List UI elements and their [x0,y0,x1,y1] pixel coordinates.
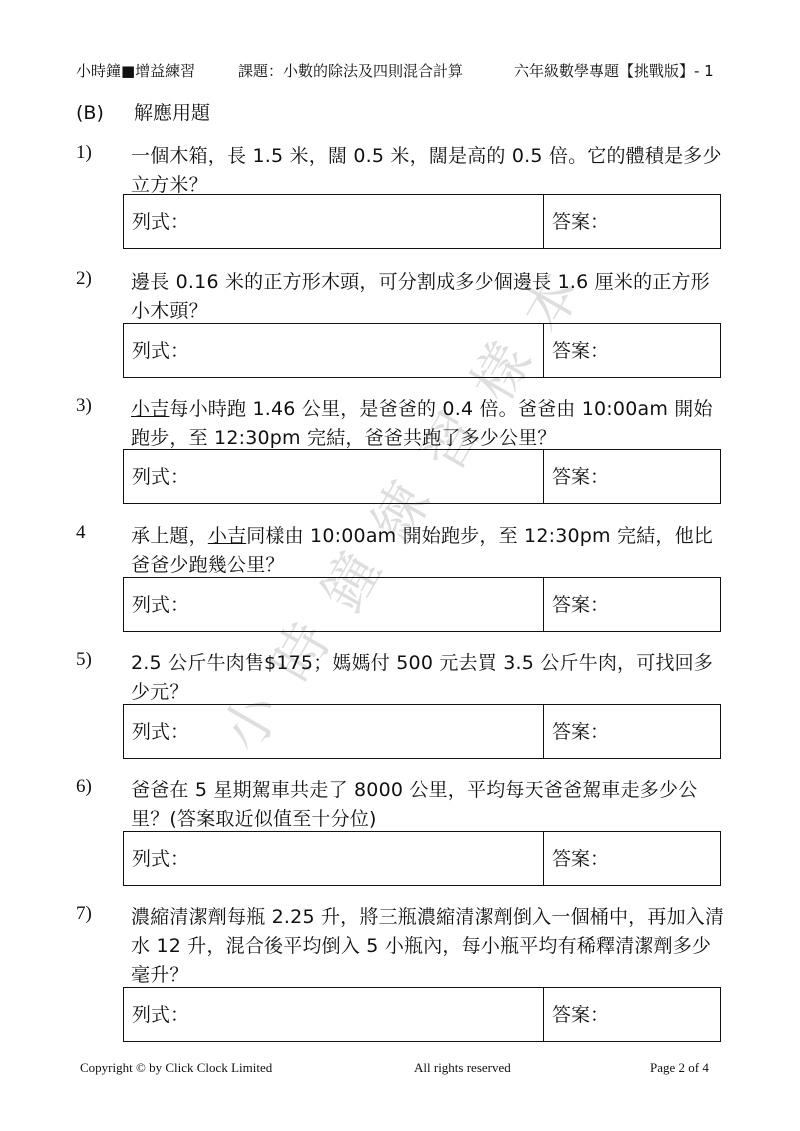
answer-area[interactable] [544,450,722,503]
section-label: (B) [76,102,104,124]
watermark-char: 小 [209,681,295,763]
answer-label: 答案： [552,848,610,870]
answer-box [123,323,721,378]
working-label: 列式： [132,466,190,488]
question-number: 3) [76,395,92,416]
question-text [131,649,726,707]
working-label: 列式： [132,340,190,362]
header-topic: 課題：小數的除法及四則混合計算 [238,62,464,80]
answer-box [123,831,721,886]
question-text-body: 濃縮清潔劑每瓶 2.25 升，將三瓶濃縮清潔劑倒入一個桶中，再加入清水 12 升，混合後平均倒入 5 小瓶內，每小瓶平均有稀釋清潔劑多少毫升？ [131,906,725,986]
working-area[interactable] [124,450,544,503]
watermark-char: 練 [359,471,445,553]
question-text-prefix: 承上題， [131,525,208,547]
footer-rights: All rights reserved [414,1060,511,1075]
answer-box [123,449,721,504]
question-text [131,395,726,453]
question-number: 2) [76,268,92,289]
answer-label: 答案： [552,211,610,233]
answer-box [123,194,721,249]
section-title: 解應用題 [134,102,211,124]
answer-label: 答案： [552,1004,610,1026]
working-area[interactable] [124,705,544,758]
watermark-char: 鐘 [309,541,395,623]
question-text [131,776,726,834]
answer-label: 答案： [552,466,610,488]
question-text [131,903,726,990]
question-text-body: 同樣由 10:00am 開始跑步，至 12:30pm 完結，他比爸爸少跑幾公里？ [131,525,714,576]
question-text [131,522,726,580]
answer-area[interactable] [544,324,722,377]
answer-box [123,577,721,632]
watermark-char: 本 [509,261,595,343]
answer-area[interactable] [544,988,722,1041]
answer-label: 答案： [552,594,610,616]
answer-area[interactable] [544,832,722,885]
question-text [131,142,726,200]
person-name: 小吉 [207,525,247,547]
working-area[interactable] [124,324,544,377]
working-label: 列式： [132,594,190,616]
watermark-char: 樣 [459,331,545,413]
question-text-body: 爸爸在 5 星期駕車共走了 8000 公里，平均每天爸爸駕車走多少公里？(答案取近似值至十分位) [131,779,698,830]
working-label: 列式： [132,211,190,233]
watermark-char: 習 [409,401,495,483]
question-text-body: 一個木箱，長 1.5 米，闊 0.5 米，闊是高的 0.5 倍。它的體積是多少立方米？ [131,145,722,196]
footer-copyright: Copyright © by Click Clock Limited [80,1060,273,1075]
question-number: 5) [76,649,92,670]
question-text-body: 2.5 公斤牛肉售$175；媽媽付 500 元去買 3.5 公斤牛肉，可找回多少元？ [131,652,714,703]
question-number: 1) [76,142,92,163]
watermark-char: 時 [259,611,345,693]
answer-box [123,704,721,759]
working-area[interactable] [124,578,544,631]
header-brand: 小時鐘■增益練習 [76,62,196,80]
question-number: 7) [76,903,92,924]
working-area[interactable] [124,832,544,885]
working-area[interactable] [124,195,544,248]
person-name: 小吉 [131,398,170,420]
answer-box [123,987,721,1042]
question-number: 6) [76,776,92,797]
question-number: 4 [76,522,86,543]
answer-area[interactable] [544,578,722,631]
footer-page-number: Page 2 of 4 [650,1060,709,1075]
question-text-body: 每小時跑 1.46 公里，是爸爸的 0.4 倍。爸爸由 10:00am 開始跑步，至 12:30pm 完結，爸爸共跑了多少公里？ [131,398,713,449]
question-text [131,268,726,326]
working-label: 列式： [132,848,190,870]
working-area[interactable] [124,988,544,1041]
answer-area[interactable] [544,705,722,758]
answer-area[interactable] [544,195,722,248]
section-heading [76,98,210,125]
answer-label: 答案： [552,340,610,362]
working-label: 列式： [132,721,190,743]
working-label: 列式： [132,1004,190,1026]
page-header [0,60,800,80]
header-level: 六年級數學專題【挑戰版】- 1 [514,62,714,80]
question-text-body: 邊長 0.16 米的正方形木頭，可分割成多少個邊長 1.6 厘米的正方形小木頭？ [131,271,710,322]
answer-label: 答案： [552,721,610,743]
